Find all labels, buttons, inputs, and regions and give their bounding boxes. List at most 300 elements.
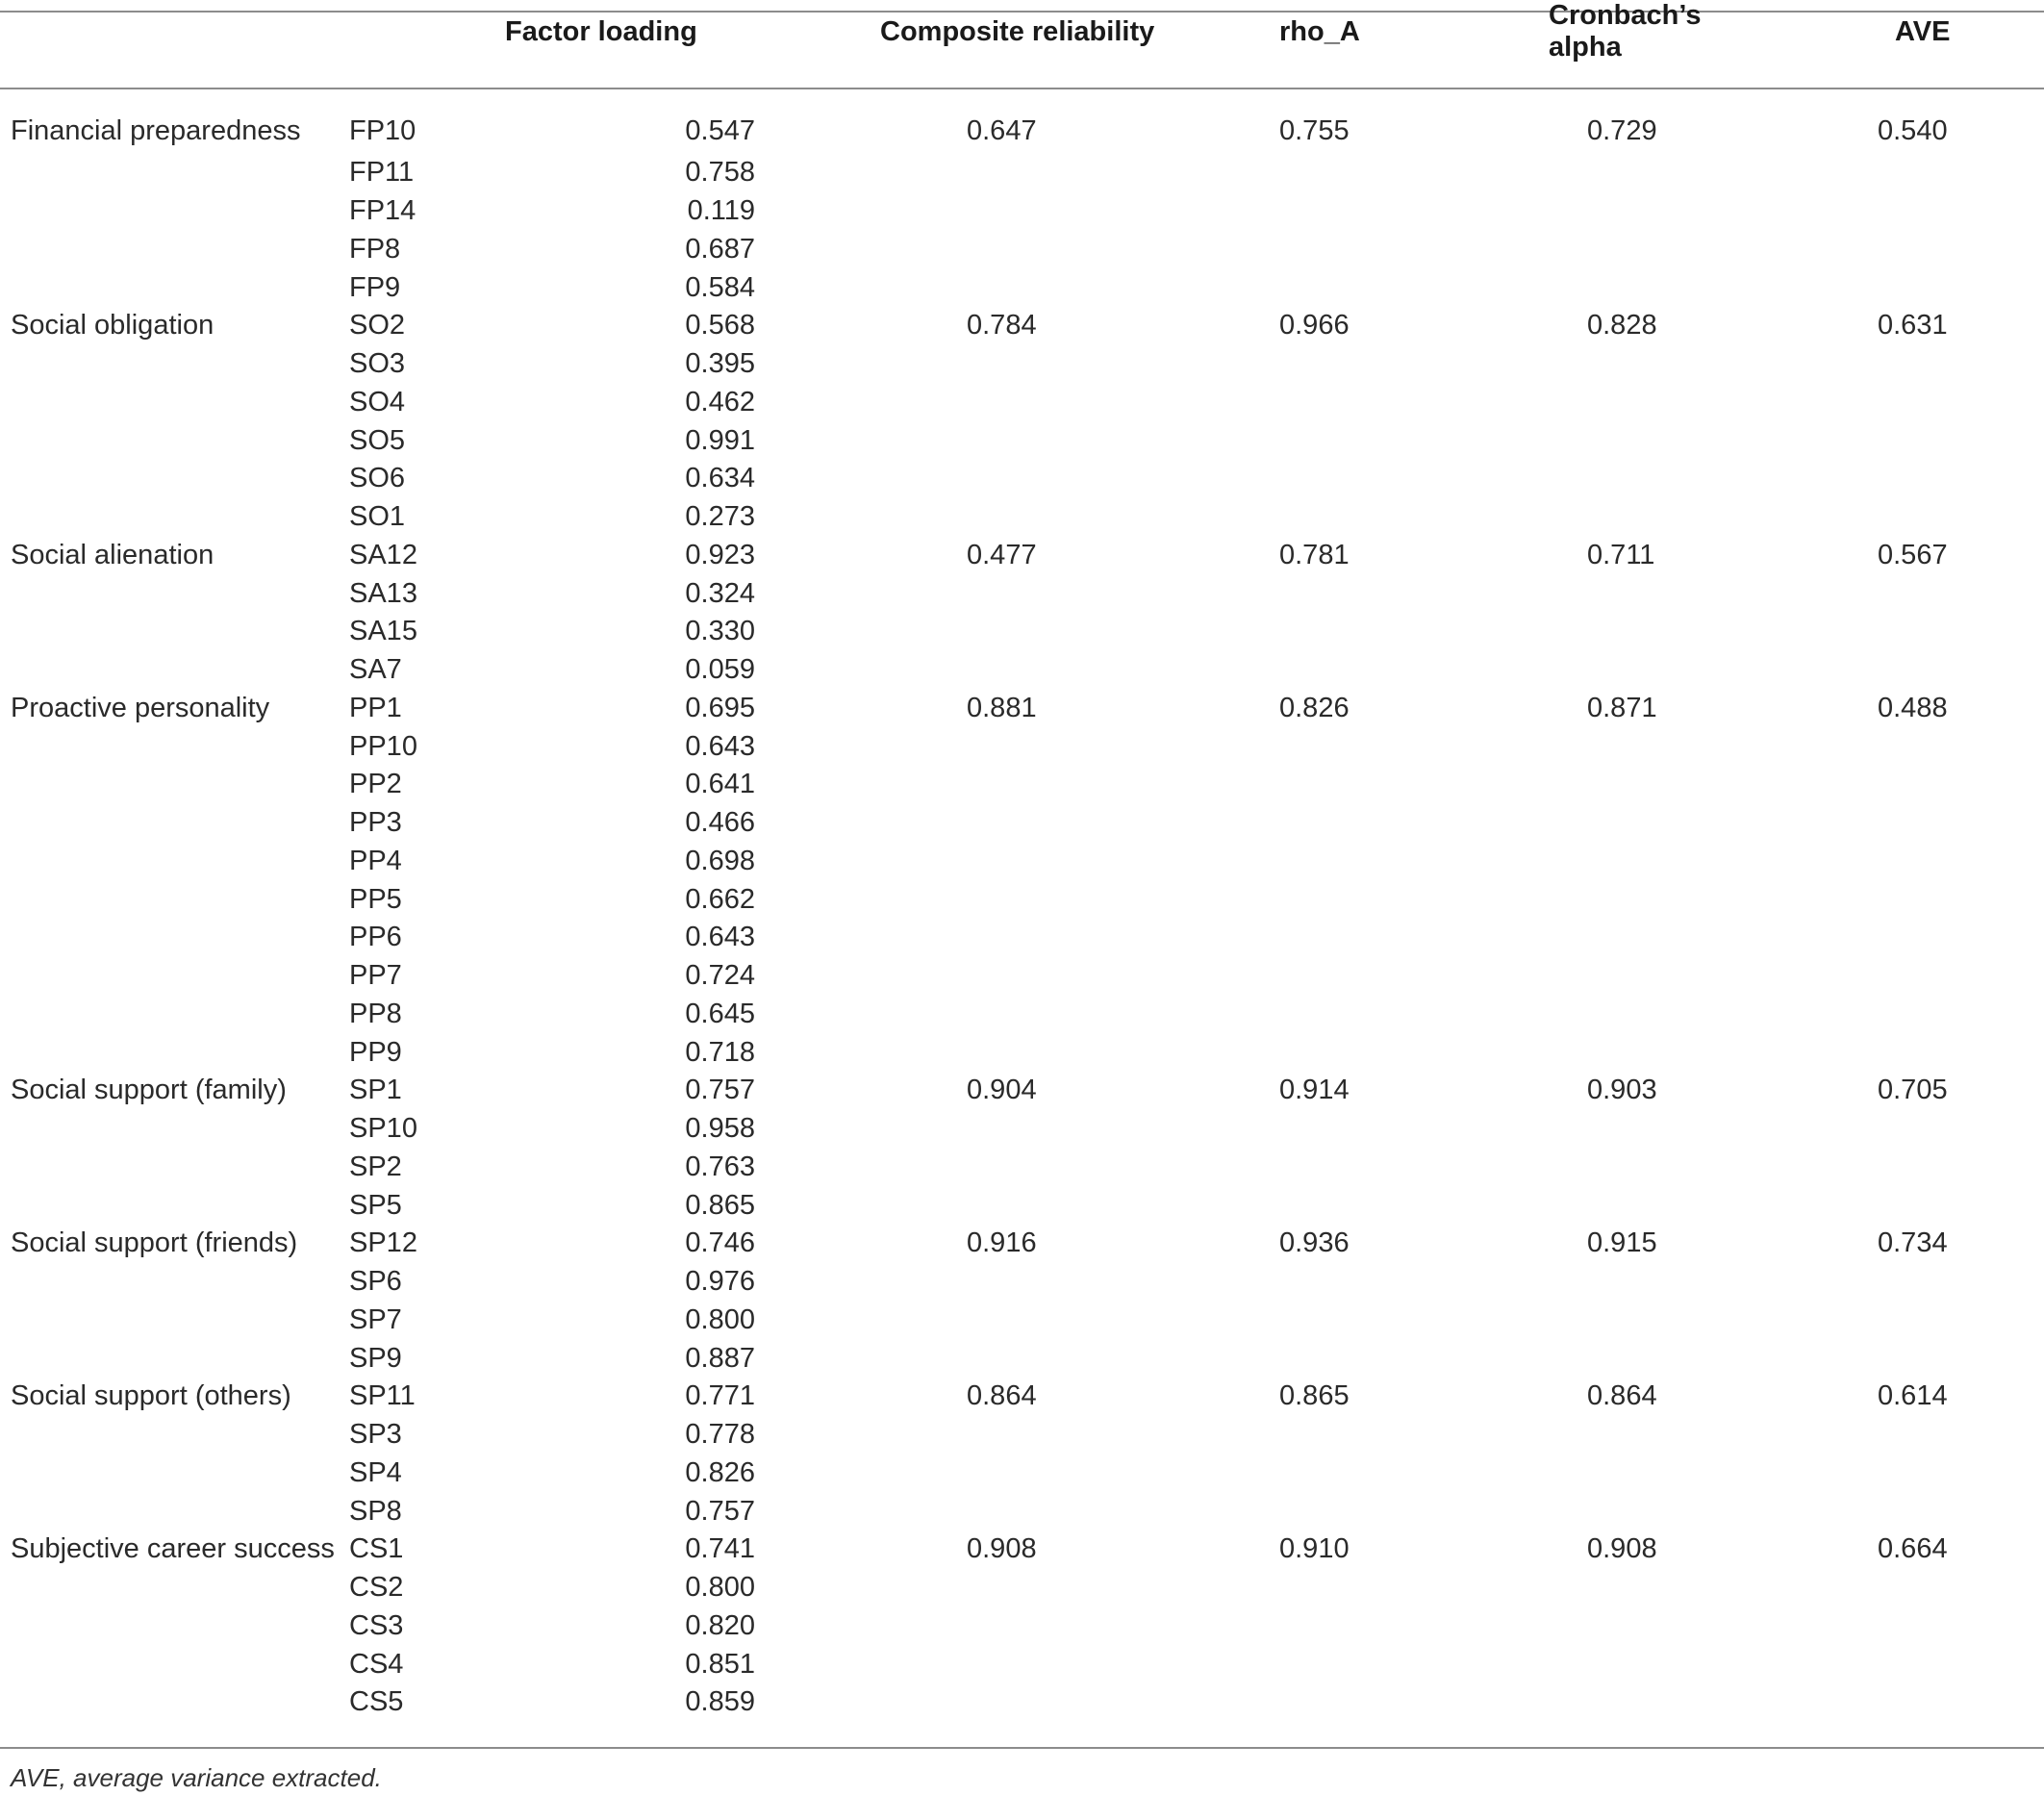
cronbach-alpha-cell: 0.871 [1587,692,1657,723]
rho-a-cell [1159,345,1380,384]
rho-a-cell [1159,1569,1380,1607]
rho-a-cell [1159,1492,1380,1530]
table-row [0,537,2044,575]
construct-cell: Proactive personality [11,692,270,723]
construct-cell [0,421,341,460]
composite-reliability-cell [755,1455,1159,1493]
ave-cell [1746,498,2044,537]
factor-loading-cell: 0.273 [685,501,755,533]
cronbach-alpha-cell: 0.903 [1587,1075,1657,1106]
composite-reliability-cell: 0.477 [967,539,1037,570]
table-row [0,613,2044,651]
construct-cell [0,1683,341,1722]
factor-loading-cell: 0.643 [685,922,755,953]
construct-cell [0,1186,341,1225]
factor-loading-cell: 0.462 [685,386,755,417]
cronbach-alpha-cell [1380,1110,1746,1149]
factor-loading-cell: 0.757 [685,1075,755,1106]
table-row [0,421,2044,460]
ave-cell [1746,1339,2044,1378]
table-row [0,1302,2044,1340]
item-cell: SO5 [349,424,406,456]
composite-reliability-cell [755,651,1159,690]
rho-a-cell [1159,880,1380,919]
cronbach-alpha-cell [1380,957,1746,996]
cronbach-alpha-cell [1380,880,1746,919]
item-cell: SP11 [349,1380,416,1412]
cronbach-alpha-cell: 0.908 [1587,1533,1657,1565]
construct-cell [0,1416,341,1455]
rho-a-cell [1159,613,1380,651]
factor-loading-cell: 0.763 [685,1151,755,1182]
item-cell: SO4 [349,386,406,417]
table-row [0,1186,2044,1225]
composite-reliability-cell [755,421,1159,460]
item-cell: FP8 [349,233,401,265]
composite-reliability-cell [755,384,1159,422]
table-row [0,498,2044,537]
cronbach-alpha-cell [1380,996,1746,1034]
construct-cell [0,1607,341,1646]
ave-cell: 0.567 [1878,539,1948,570]
cronbach-alpha-cell [1380,1149,1746,1187]
construct-cell [0,460,341,498]
item-cell: SA7 [349,654,402,686]
construct-cell [0,613,341,651]
ave-cell [1746,804,2044,843]
rho-a-cell [1159,1416,1380,1455]
factor-loading-cell: 0.800 [685,1303,755,1335]
table-row [0,1339,2044,1378]
factor-loading-cell: 0.976 [685,1266,755,1298]
item-cell: FP10 [349,115,416,146]
ave-cell [1746,1263,2044,1302]
factor-loading-cell: 0.741 [685,1533,755,1565]
composite-reliability-cell: 0.904 [967,1075,1037,1106]
ave-cell [1746,268,2044,307]
composite-reliability-cell [755,345,1159,384]
header-factor-loading-label: Factor loading [505,15,697,47]
ave-cell [1746,192,2044,231]
factor-loading-cell: 0.324 [685,577,755,609]
table-row [0,1072,2044,1110]
ave-cell [1746,1645,2044,1683]
header-construct [0,0,341,63]
table-row [0,880,2044,919]
table-row [0,1683,2044,1722]
rho-a-cell: 0.910 [1279,1533,1350,1565]
composite-reliability-cell: 0.916 [967,1227,1037,1259]
table-row [0,345,2044,384]
rho-a-cell [1159,154,1380,192]
header-table [0,0,2044,63]
table-row [0,1645,2044,1683]
factor-loading-cell: 0.724 [685,960,755,992]
composite-reliability-cell: 0.881 [967,692,1037,723]
cronbach-alpha-cell: 0.729 [1587,115,1657,146]
table-row [0,1149,2044,1187]
table-row [0,1530,2044,1569]
item-cell: SP12 [349,1227,417,1259]
factor-loading-cell: 0.695 [685,692,755,723]
item-cell: SP4 [349,1456,402,1488]
table-body [0,102,2044,1722]
composite-reliability-cell [755,1569,1159,1607]
construct-cell: Social support (family) [11,1075,287,1106]
item-cell: SO2 [349,310,406,341]
ave-cell: 0.664 [1878,1533,1948,1565]
ave-cell: 0.614 [1878,1380,1948,1412]
factor-loading-cell: 0.859 [685,1686,755,1718]
rho-a-cell [1159,231,1380,269]
composite-reliability-cell [755,1492,1159,1530]
composite-reliability-cell [755,957,1159,996]
header-row [0,0,2044,63]
factor-loading-cell: 0.568 [685,310,755,341]
ave-cell [1746,384,2044,422]
cronbach-alpha-cell [1380,843,1746,881]
cronbach-alpha-cell [1380,1302,1746,1340]
composite-reliability-cell [755,231,1159,269]
construct-cell [0,1455,341,1493]
item-cell: PP6 [349,922,402,953]
table-row [0,727,2044,766]
cronbach-alpha-cell [1380,1263,1746,1302]
rho-a-cell [1159,727,1380,766]
item-cell: PP3 [349,807,402,839]
construct-cell: Subjective career success [11,1533,335,1565]
construct-cell [0,1302,341,1340]
composite-reliability-cell [755,192,1159,231]
factor-loading-cell: 0.059 [685,654,755,686]
composite-reliability-cell [755,1683,1159,1722]
composite-reliability-cell [755,1645,1159,1683]
item-cell: CS4 [349,1648,404,1680]
cronbach-alpha-cell: 0.864 [1587,1380,1657,1412]
item-cell: SO6 [349,463,406,494]
composite-reliability-cell [755,727,1159,766]
factor-loading-cell: 0.991 [685,424,755,456]
table-row [0,1225,2044,1263]
header-cronbach-alpha [1380,0,1746,63]
composite-reliability-cell [755,460,1159,498]
composite-reliability-cell [755,1607,1159,1646]
rho-a-cell [1159,574,1380,613]
item-cell: SA12 [349,539,417,570]
construct-cell [0,1645,341,1683]
factor-loading-cell: 0.547 [685,115,755,146]
table-row [0,1378,2044,1416]
ave-cell: 0.488 [1878,692,1948,723]
construct-cell [0,384,341,422]
table-row [0,192,2044,231]
cronbach-alpha-cell [1380,345,1746,384]
table-row [0,268,2044,307]
cronbach-alpha-cell [1380,231,1746,269]
factor-loading-cell: 0.641 [685,769,755,800]
construct-cell [0,843,341,881]
cronbach-alpha-cell [1380,1492,1746,1530]
header-composite-reliability [755,0,1159,63]
ave-cell [1746,1455,2044,1493]
rho-a-cell [1159,651,1380,690]
composite-reliability-cell [755,880,1159,919]
factor-loading-cell: 0.758 [685,157,755,189]
header-item [341,0,438,63]
construct-cell [0,804,341,843]
table-row [0,843,2044,881]
construct-cell [0,1263,341,1302]
composite-reliability-cell [755,843,1159,881]
composite-reliability-cell [755,996,1159,1034]
item-cell: CS1 [349,1533,404,1565]
cronbach-alpha-cell [1380,1416,1746,1455]
ave-cell: 0.734 [1878,1227,1948,1259]
cronbach-alpha-cell [1380,154,1746,192]
construct-cell [0,996,341,1034]
rho-a-cell [1159,498,1380,537]
factor-loading-cell: 0.395 [685,348,755,380]
factor-loading-cell: 0.643 [685,730,755,762]
header-rho-a [1159,0,1380,63]
item-cell: CS5 [349,1686,404,1718]
table-row [0,574,2044,613]
ave-cell [1746,574,2044,613]
item-cell: PP1 [349,692,402,723]
table-row [0,766,2044,804]
table-row [0,154,2044,192]
header-rho-a-label: rho_A [1279,15,1360,47]
factor-loading-cell: 0.119 [687,195,755,227]
table-row [0,957,2044,996]
cronbach-alpha-cell [1380,1683,1746,1722]
item-cell: FP14 [349,195,416,227]
factor-loading-cell: 0.645 [685,998,755,1029]
table-row [0,1263,2044,1302]
table-row [0,996,2044,1034]
ave-cell [1746,766,2044,804]
ave-cell [1746,1492,2044,1530]
composite-reliability-cell [755,268,1159,307]
factor-loading-cell: 0.662 [685,883,755,915]
cronbach-alpha-cell [1380,1339,1746,1378]
cronbach-alpha-cell [1380,1569,1746,1607]
table-row [0,102,2044,154]
construct-cell [0,651,341,690]
cronbach-alpha-cell [1380,192,1746,231]
composite-reliability-cell [755,154,1159,192]
construct-cell [0,192,341,231]
construct-cell [0,919,341,957]
composite-reliability-cell [755,1416,1159,1455]
rho-a-cell [1159,460,1380,498]
header-composite-reliability-label: Composite reliability [880,15,1155,47]
composite-reliability-cell [755,1339,1159,1378]
table-row [0,651,2044,690]
composite-reliability-cell [755,574,1159,613]
construct-cell: Social obligation [11,310,214,341]
item-cell: SA13 [349,577,417,609]
ave-cell [1746,727,2044,766]
rho-a-cell: 0.966 [1279,310,1350,341]
rho-a-cell [1159,1110,1380,1149]
item-cell: PP4 [349,845,402,876]
table-row [0,1607,2044,1646]
construct-cell: Social support (friends) [11,1227,298,1259]
rho-a-cell [1159,996,1380,1034]
factor-loading-cell: 0.746 [685,1227,755,1259]
factor-loading-cell: 0.800 [685,1572,755,1604]
factor-loading-cell: 0.958 [685,1113,755,1145]
cronbach-alpha-cell [1380,498,1746,537]
header-ave-label: AVE [1895,15,1951,47]
composite-reliability-cell: 0.908 [967,1533,1037,1565]
ave-cell [1746,231,2044,269]
ave-cell [1746,1607,2044,1646]
item-cell: SP3 [349,1419,402,1451]
factor-loading-cell: 0.698 [685,845,755,876]
ave-cell: 0.631 [1878,310,1948,341]
cronbach-alpha-cell [1380,460,1746,498]
item-cell: CS3 [349,1609,404,1641]
ave-cell [1746,1110,2044,1149]
ave-cell [1746,996,2044,1034]
rho-a-cell [1159,804,1380,843]
ave-cell: 0.705 [1878,1075,1948,1106]
construct-cell [0,154,341,192]
item-cell: PP7 [349,960,402,992]
factor-loading-cell: 0.887 [685,1342,755,1374]
composite-reliability-cell [755,613,1159,651]
cronbach-alpha-cell [1380,1186,1746,1225]
ave-cell [1746,345,2044,384]
cronbach-alpha-cell [1380,919,1746,957]
item-cell: SO1 [349,501,406,533]
composite-reliability-cell [755,919,1159,957]
composite-reliability-cell: 0.647 [967,115,1037,146]
factor-loading-cell: 0.820 [685,1609,755,1641]
rho-a-cell: 0.914 [1279,1075,1350,1106]
table-footnote: AVE, average variance extracted. [11,1763,382,1792]
item-cell: SP2 [349,1151,402,1182]
item-cell: FP11 [349,157,415,189]
construct-cell [0,1492,341,1530]
rho-a-cell: 0.936 [1279,1227,1350,1259]
rho-a-cell [1159,1455,1380,1493]
composite-reliability-cell: 0.864 [967,1380,1037,1412]
rho-a-cell: 0.826 [1279,692,1350,723]
composite-reliability-cell [755,498,1159,537]
cronbach-alpha-cell: 0.828 [1587,310,1657,341]
ave-cell [1746,1302,2044,1340]
table-row [0,690,2044,728]
item-cell: FP9 [349,271,401,303]
rho-a-cell [1159,919,1380,957]
construct-cell: Social support (others) [11,1380,291,1412]
composite-reliability-cell [755,1302,1159,1340]
rho-a-cell [1159,957,1380,996]
cronbach-alpha-cell [1380,1033,1746,1072]
ave-cell [1746,843,2044,881]
item-cell: PP10 [349,730,417,762]
rho-a-cell [1159,192,1380,231]
factor-loading-cell: 0.634 [685,463,755,494]
item-cell: PP8 [349,998,402,1029]
factor-loading-cell: 0.584 [685,271,755,303]
construct-cell [0,1110,341,1149]
rho-a-cell [1159,1149,1380,1187]
cronbach-alpha-cell [1380,384,1746,422]
ave-cell [1746,880,2044,919]
table-bottom-rule [0,1747,2044,1749]
factor-loading-cell: 0.923 [685,539,755,570]
factor-loading-cell: 0.757 [685,1495,755,1527]
construct-cell [0,1569,341,1607]
ave-cell [1746,613,2044,651]
ave-cell [1746,1569,2044,1607]
item-cell: PP9 [349,1036,402,1068]
ave-cell: 0.540 [1878,115,1948,146]
cronbach-alpha-cell [1380,613,1746,651]
table-row [0,1455,2044,1493]
composite-reliability-cell [755,1263,1159,1302]
table-row [0,1033,2044,1072]
factor-loading-cell: 0.778 [685,1419,755,1451]
composite-reliability-cell: 0.784 [967,310,1037,341]
factor-loading-cell: 0.826 [685,1456,755,1488]
item-cell: SP9 [349,1342,402,1374]
table-row [0,384,2044,422]
rho-a-cell: 0.781 [1279,539,1350,570]
ave-cell [1746,1683,2044,1722]
factor-loading-cell: 0.330 [685,616,755,647]
ave-cell [1746,919,2044,957]
factor-loading-cell: 0.687 [685,233,755,265]
rho-a-cell [1159,1339,1380,1378]
rho-a-cell [1159,1607,1380,1646]
item-cell: PP2 [349,769,402,800]
item-cell: SP10 [349,1113,417,1145]
table-row [0,804,2044,843]
rho-a-cell: 0.865 [1279,1380,1350,1412]
rho-a-cell [1159,843,1380,881]
cronbach-alpha-cell [1380,1645,1746,1683]
table-row [0,1110,2044,1149]
construct-cell: Financial preparedness [11,115,301,146]
rho-a-cell [1159,1302,1380,1340]
item-cell: SP7 [349,1303,402,1335]
item-cell: SP5 [349,1189,402,1221]
cronbach-alpha-cell: 0.711 [1587,539,1655,570]
construct-cell [0,880,341,919]
construct-cell: Social alienation [11,539,214,570]
ave-cell [1746,651,2044,690]
rho-a-cell [1159,421,1380,460]
rho-a-cell [1159,1263,1380,1302]
item-cell: SP6 [349,1266,402,1298]
ave-cell [1746,1186,2044,1225]
composite-reliability-cell [755,1033,1159,1072]
construct-cell [0,268,341,307]
item-cell: SA15 [349,616,417,647]
table-row [0,1569,2044,1607]
item-cell: SO3 [349,348,406,380]
factor-loading-cell: 0.851 [685,1648,755,1680]
cronbach-alpha-cell [1380,1607,1746,1646]
construct-cell [0,1339,341,1378]
table-row [0,460,2044,498]
composite-reliability-cell [755,1186,1159,1225]
